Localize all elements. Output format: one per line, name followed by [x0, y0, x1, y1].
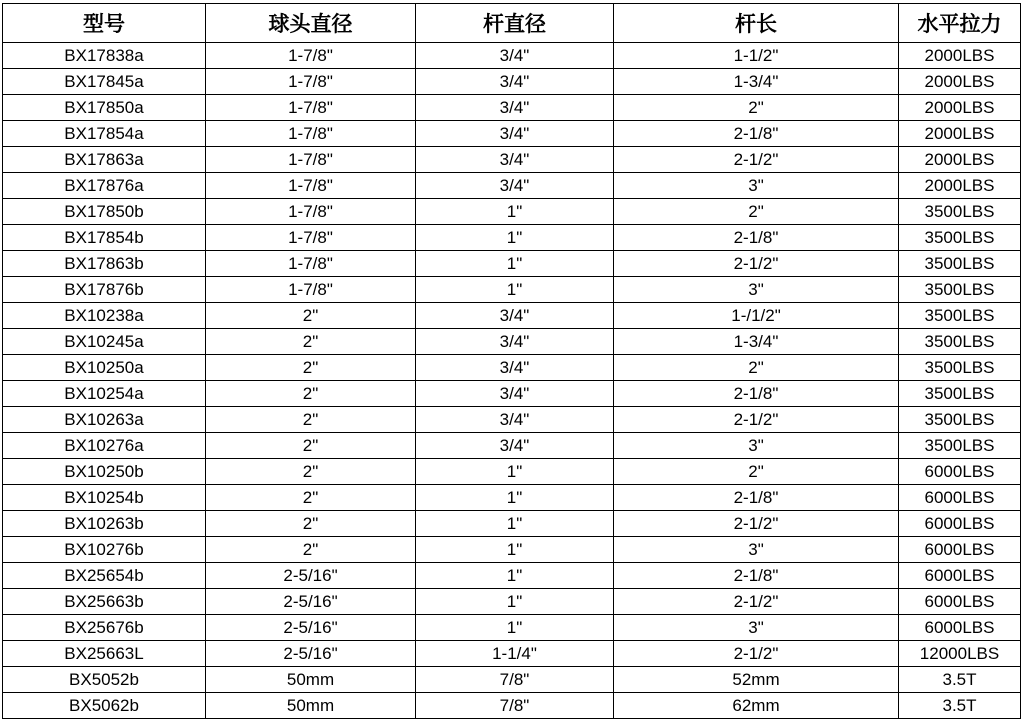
cell-shank-length: 1-/1/2"	[614, 303, 899, 329]
cell-towing-capacity: 3500LBS	[899, 329, 1021, 355]
table-row	[3, 199, 1021, 225]
table-row	[3, 355, 1021, 381]
cell-model: BX17876b	[3, 277, 206, 303]
cell-ball-diameter: 2"	[206, 511, 416, 537]
cell-shank-length: 2-1/2"	[614, 251, 899, 277]
cell-towing-capacity: 3500LBS	[899, 225, 1021, 251]
cell-shank-length: 2-1/8"	[614, 485, 899, 511]
table-row	[3, 251, 1021, 277]
cell-shank-diameter: 3/4"	[416, 69, 614, 95]
cell-model: BX10263b	[3, 511, 206, 537]
cell-shank-diameter: 1"	[416, 589, 614, 615]
cell-ball-diameter: 1-7/8"	[206, 43, 416, 69]
cell-ball-diameter: 2-5/16"	[206, 641, 416, 667]
table-row	[3, 563, 1021, 589]
cell-towing-capacity: 6000LBS	[899, 511, 1021, 537]
table-row	[3, 485, 1021, 511]
cell-model: BX10245a	[3, 329, 206, 355]
cell-ball-diameter: 1-7/8"	[206, 251, 416, 277]
cell-shank-length: 3"	[614, 615, 899, 641]
cell-ball-diameter: 1-7/8"	[206, 277, 416, 303]
table-row	[3, 667, 1021, 693]
cell-towing-capacity: 3500LBS	[899, 433, 1021, 459]
table-row	[3, 381, 1021, 407]
cell-towing-capacity: 6000LBS	[899, 537, 1021, 563]
cell-model: BX17850b	[3, 199, 206, 225]
cell-model: BX10238a	[3, 303, 206, 329]
table-row	[3, 433, 1021, 459]
cell-towing-capacity: 3500LBS	[899, 251, 1021, 277]
cell-model: BX10276a	[3, 433, 206, 459]
cell-model: BX5062b	[3, 693, 206, 719]
cell-model: BX10250b	[3, 459, 206, 485]
cell-shank-diameter: 1"	[416, 199, 614, 225]
cell-shank-diameter: 3/4"	[416, 407, 614, 433]
cell-ball-diameter: 2"	[206, 433, 416, 459]
table-row	[3, 95, 1021, 121]
table-row	[3, 407, 1021, 433]
cell-shank-length: 3"	[614, 537, 899, 563]
cell-ball-diameter: 1-7/8"	[206, 147, 416, 173]
cell-shank-length: 2"	[614, 95, 899, 121]
cell-ball-diameter: 2-5/16"	[206, 563, 416, 589]
cell-shank-diameter: 3/4"	[416, 381, 614, 407]
table-header	[3, 4, 1021, 43]
cell-shank-length: 2-1/2"	[614, 407, 899, 433]
cell-ball-diameter: 2"	[206, 329, 416, 355]
cell-shank-diameter: 1"	[416, 563, 614, 589]
cell-towing-capacity: 6000LBS	[899, 615, 1021, 641]
cell-towing-capacity: 3500LBS	[899, 381, 1021, 407]
cell-shank-diameter: 1"	[416, 277, 614, 303]
cell-shank-diameter: 3/4"	[416, 43, 614, 69]
table-row	[3, 173, 1021, 199]
table-row	[3, 615, 1021, 641]
cell-towing-capacity: 2000LBS	[899, 173, 1021, 199]
header-shank-diameter: 杆直径	[416, 4, 614, 43]
cell-ball-diameter: 2"	[206, 459, 416, 485]
header-ball-diameter: 球头直径	[206, 4, 416, 43]
cell-towing-capacity: 6000LBS	[899, 589, 1021, 615]
cell-model: BX17845a	[3, 69, 206, 95]
cell-model: BX17850a	[3, 95, 206, 121]
table-row	[3, 121, 1021, 147]
cell-shank-diameter: 7/8"	[416, 667, 614, 693]
cell-ball-diameter: 2"	[206, 485, 416, 511]
table-body	[3, 43, 1021, 719]
cell-shank-diameter: 1"	[416, 225, 614, 251]
cell-shank-diameter: 3/4"	[416, 173, 614, 199]
cell-ball-diameter: 50mm	[206, 693, 416, 719]
table-row	[3, 693, 1021, 719]
cell-shank-diameter: 3/4"	[416, 95, 614, 121]
cell-shank-diameter: 1"	[416, 537, 614, 563]
table-row	[3, 303, 1021, 329]
cell-shank-length: 2-1/2"	[614, 641, 899, 667]
cell-ball-diameter: 1-7/8"	[206, 121, 416, 147]
cell-shank-diameter: 3/4"	[416, 147, 614, 173]
spec-table	[2, 3, 1021, 719]
cell-shank-length: 2-1/8"	[614, 225, 899, 251]
cell-towing-capacity: 3500LBS	[899, 277, 1021, 303]
cell-model: BX10263a	[3, 407, 206, 433]
cell-ball-diameter: 1-7/8"	[206, 95, 416, 121]
header-row	[3, 4, 1021, 43]
table-row	[3, 147, 1021, 173]
cell-ball-diameter: 1-7/8"	[206, 199, 416, 225]
cell-shank-length: 2-1/8"	[614, 381, 899, 407]
cell-shank-length: 2"	[614, 355, 899, 381]
cell-shank-diameter: 3/4"	[416, 121, 614, 147]
cell-towing-capacity: 3.5T	[899, 667, 1021, 693]
cell-shank-diameter: 7/8"	[416, 693, 614, 719]
table-row	[3, 511, 1021, 537]
header-model: 型号	[3, 4, 206, 43]
cell-model: BX17876a	[3, 173, 206, 199]
cell-shank-diameter: 3/4"	[416, 329, 614, 355]
table-row	[3, 277, 1021, 303]
cell-model: BX10254a	[3, 381, 206, 407]
cell-shank-length: 62mm	[614, 693, 899, 719]
cell-shank-length: 2-1/2"	[614, 147, 899, 173]
header-towing-capacity: 水平拉力	[899, 4, 1021, 43]
cell-shank-length: 3"	[614, 433, 899, 459]
cell-towing-capacity: 3500LBS	[899, 355, 1021, 381]
cell-shank-length: 2"	[614, 199, 899, 225]
cell-ball-diameter: 2-5/16"	[206, 589, 416, 615]
cell-towing-capacity: 3500LBS	[899, 199, 1021, 225]
cell-ball-diameter: 2-5/16"	[206, 615, 416, 641]
cell-shank-length: 52mm	[614, 667, 899, 693]
table-row	[3, 43, 1021, 69]
cell-ball-diameter: 2"	[206, 407, 416, 433]
cell-shank-length: 1-1/2"	[614, 43, 899, 69]
cell-shank-diameter: 1-1/4"	[416, 641, 614, 667]
cell-ball-diameter: 50mm	[206, 667, 416, 693]
cell-towing-capacity: 6000LBS	[899, 563, 1021, 589]
cell-model: BX10254b	[3, 485, 206, 511]
cell-towing-capacity: 2000LBS	[899, 69, 1021, 95]
cell-model: BX17854b	[3, 225, 206, 251]
cell-towing-capacity: 12000LBS	[899, 641, 1021, 667]
cell-towing-capacity: 6000LBS	[899, 485, 1021, 511]
cell-ball-diameter: 2"	[206, 381, 416, 407]
cell-shank-diameter: 1"	[416, 485, 614, 511]
cell-shank-diameter: 1"	[416, 251, 614, 277]
cell-shank-diameter: 3/4"	[416, 433, 614, 459]
cell-shank-length: 2"	[614, 459, 899, 485]
cell-model: BX5052b	[3, 667, 206, 693]
cell-towing-capacity: 3500LBS	[899, 407, 1021, 433]
cell-towing-capacity: 2000LBS	[899, 121, 1021, 147]
cell-ball-diameter: 2"	[206, 537, 416, 563]
table-row	[3, 329, 1021, 355]
header-shank-length: 杆长	[614, 4, 899, 43]
cell-model: BX25676b	[3, 615, 206, 641]
cell-shank-length: 2-1/8"	[614, 563, 899, 589]
cell-shank-diameter: 3/4"	[416, 355, 614, 381]
cell-shank-length: 3"	[614, 277, 899, 303]
cell-shank-length: 1-3/4"	[614, 329, 899, 355]
cell-ball-diameter: 1-7/8"	[206, 225, 416, 251]
cell-shank-diameter: 1"	[416, 615, 614, 641]
cell-model: BX25654b	[3, 563, 206, 589]
cell-towing-capacity: 2000LBS	[899, 43, 1021, 69]
cell-model: BX17863b	[3, 251, 206, 277]
cell-shank-length: 3"	[614, 173, 899, 199]
cell-ball-diameter: 1-7/8"	[206, 69, 416, 95]
cell-model: BX17838a	[3, 43, 206, 69]
cell-model: BX25663b	[3, 589, 206, 615]
cell-shank-diameter: 3/4"	[416, 303, 614, 329]
cell-ball-diameter: 2"	[206, 303, 416, 329]
table-row	[3, 69, 1021, 95]
cell-towing-capacity: 3.5T	[899, 693, 1021, 719]
cell-towing-capacity: 2000LBS	[899, 95, 1021, 121]
cell-model: BX10276b	[3, 537, 206, 563]
cell-shank-length: 1-3/4"	[614, 69, 899, 95]
cell-shank-diameter: 1"	[416, 511, 614, 537]
cell-ball-diameter: 1-7/8"	[206, 173, 416, 199]
cell-ball-diameter: 2"	[206, 355, 416, 381]
cell-model: BX17854a	[3, 121, 206, 147]
cell-towing-capacity: 6000LBS	[899, 459, 1021, 485]
cell-shank-diameter: 1"	[416, 459, 614, 485]
table-row	[3, 225, 1021, 251]
cell-shank-length: 2-1/2"	[614, 511, 899, 537]
cell-towing-capacity: 2000LBS	[899, 147, 1021, 173]
table-row	[3, 641, 1021, 667]
cell-towing-capacity: 3500LBS	[899, 303, 1021, 329]
cell-model: BX17863a	[3, 147, 206, 173]
cell-model: BX25663L	[3, 641, 206, 667]
table-row	[3, 537, 1021, 563]
cell-model: BX10250a	[3, 355, 206, 381]
cell-shank-length: 2-1/8"	[614, 121, 899, 147]
cell-shank-length: 2-1/2"	[614, 589, 899, 615]
table-row	[3, 589, 1021, 615]
table-row	[3, 459, 1021, 485]
